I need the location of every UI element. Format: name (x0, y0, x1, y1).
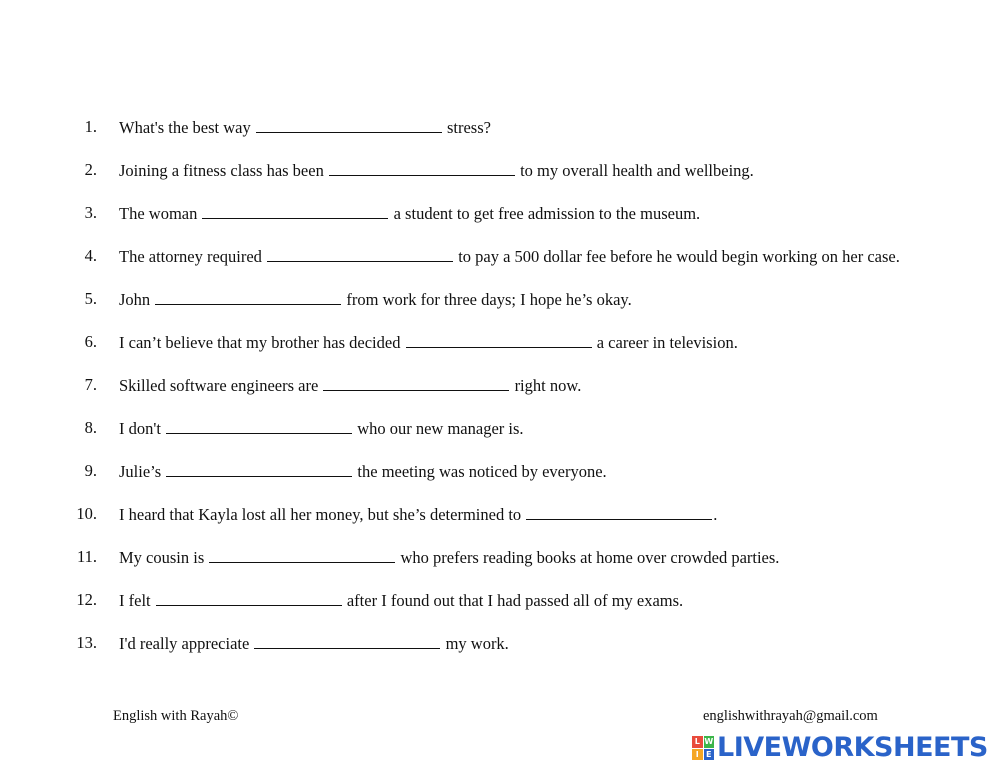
question-text-after: to my overall health and wellbeing. (515, 161, 754, 180)
answer-blank[interactable] (166, 417, 352, 434)
answer-blank[interactable] (323, 374, 509, 391)
liveworksheets-logo-icon (692, 736, 714, 760)
question-text-after: my work. (441, 634, 509, 653)
question-text (119, 331, 738, 354)
question-item (0, 632, 999, 675)
question-item (0, 116, 999, 159)
question-number: 2. (84, 160, 97, 179)
brand-name: LIVEWORKSHEETS (717, 732, 988, 763)
question-text-after: the meeting was noticed by everyone. (353, 462, 607, 481)
question-item (0, 245, 999, 288)
question-text-before: John (119, 290, 155, 309)
answer-blank[interactable] (267, 245, 453, 262)
question-text (119, 159, 754, 182)
question-text (119, 632, 509, 655)
question-number: 11. (76, 547, 97, 566)
question-text (119, 546, 779, 569)
logo-tile: W (704, 737, 714, 746)
question-number: 6. (84, 332, 97, 351)
question-item (0, 331, 999, 374)
question-item (0, 159, 999, 202)
question-text (119, 374, 581, 397)
question-text (119, 503, 717, 526)
question-number: 4. (84, 246, 97, 265)
question-number: 9. (84, 461, 97, 480)
question-item (0, 374, 999, 417)
question-item (0, 589, 999, 632)
liveworksheets-brand[interactable] (692, 733, 988, 763)
answer-blank[interactable] (526, 503, 712, 520)
question-text-before: What's the best way (119, 118, 255, 137)
question-number: 10. (76, 504, 97, 523)
question-text-before: Joining a fitness class has been (119, 161, 328, 180)
footer-author: English with Rayah© (113, 708, 239, 724)
question-text-after: stress? (442, 118, 491, 137)
question-text-after: from work for three days; I hope he’s okay. (342, 290, 632, 309)
question-number: 8. (84, 418, 97, 437)
answer-blank[interactable] (166, 460, 352, 477)
question-text-before: I don't (119, 419, 166, 438)
question-text (119, 589, 683, 612)
answer-blank[interactable] (254, 632, 440, 649)
answer-blank[interactable] (209, 546, 395, 563)
answer-blank[interactable] (256, 116, 442, 133)
question-list (0, 116, 999, 675)
question-text-before: Skilled software engineers are (119, 376, 323, 395)
logo-tile: I (692, 749, 703, 761)
question-number: 7. (84, 375, 97, 394)
question-text (119, 245, 900, 268)
question-item (0, 202, 999, 245)
question-text-before: The woman (119, 204, 202, 223)
answer-blank[interactable] (155, 288, 341, 305)
question-text-before: My cousin is (119, 548, 209, 567)
question-text (119, 460, 607, 483)
question-text-before: The attorney required (119, 247, 267, 266)
question-number: 3. (84, 203, 97, 222)
question-item (0, 503, 999, 546)
logo-tile: L (692, 736, 703, 748)
question-text-before: Julie’s (119, 462, 166, 481)
question-text (119, 116, 491, 139)
footer-email: englishwithrayah@gmail.com (703, 708, 878, 724)
answer-blank[interactable] (329, 159, 515, 176)
question-text-after: a student to get free admission to the museum. (389, 204, 701, 223)
question-text-before: I can’t believe that my brother has decided (119, 333, 405, 352)
question-text (119, 202, 700, 225)
question-text-before: I heard that Kayla lost all her money, but she’s determined to (119, 505, 526, 524)
question-text-after: who prefers reading books at home over crowded parties. (396, 548, 780, 567)
question-number: 1. (84, 117, 97, 136)
question-text (119, 417, 524, 440)
question-text-after: to pay a 500 dollar fee before he would begin working on her case. (454, 247, 900, 266)
question-item (0, 288, 999, 331)
question-item (0, 460, 999, 503)
question-text-before: I'd really appreciate (119, 634, 254, 653)
question-text-after: after I found out that I had passed all of my exams. (342, 591, 684, 610)
question-text-after: who our new manager is. (353, 419, 524, 438)
answer-blank[interactable] (202, 202, 388, 219)
question-item (0, 417, 999, 460)
question-number: 5. (84, 289, 97, 308)
question-text-after: . (713, 505, 718, 524)
question-number: 13. (76, 633, 97, 652)
question-text-before: I felt (119, 591, 155, 610)
logo-tile: E (704, 749, 715, 761)
question-text-after: right now. (510, 376, 582, 395)
question-item (0, 546, 999, 589)
question-number: 12. (76, 590, 97, 609)
question-text (119, 288, 632, 311)
question-text-after: a career in television. (592, 333, 738, 352)
answer-blank[interactable] (156, 589, 342, 606)
answer-blank[interactable] (406, 331, 592, 348)
